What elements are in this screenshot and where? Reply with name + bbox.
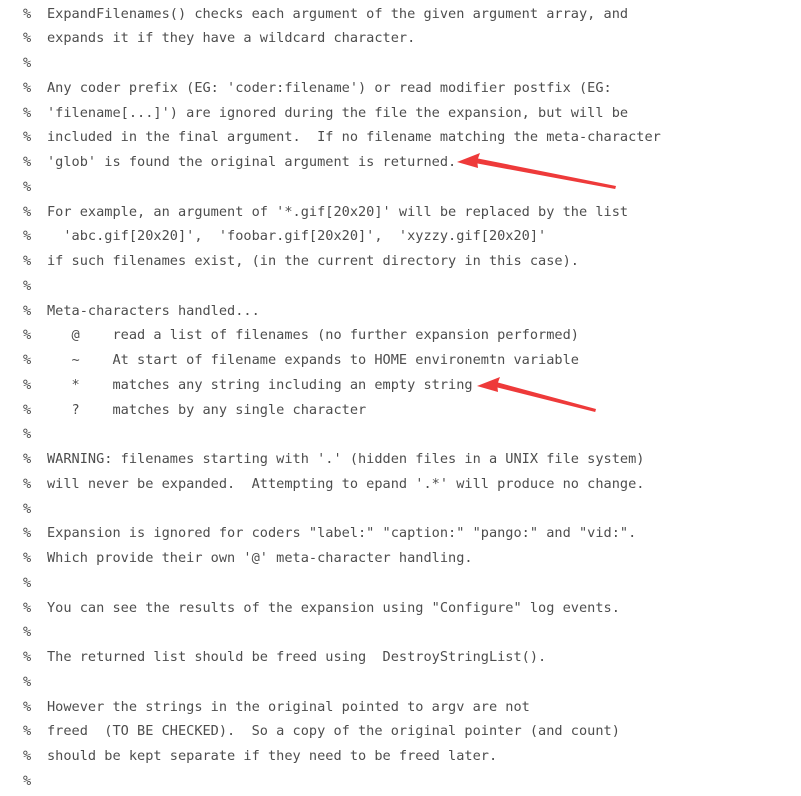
- comment-marker: %: [23, 698, 32, 715]
- comment-marker: %: [23, 129, 32, 146]
- red-arrow-icon: [477, 377, 596, 412]
- comment-marker: %: [23, 624, 32, 641]
- comment-marker: %: [23, 327, 32, 344]
- arrow-annotation-glob: [457, 153, 616, 189]
- comment-marker: %: [23, 475, 32, 492]
- comment-marker: %: [23, 104, 32, 121]
- comment-text: Meta-characters handled...: [47, 302, 260, 319]
- comment-text: Expansion is ignored for coders "label:" "caption:" "pango:" and "vid:".: [47, 525, 637, 542]
- comment-text: will never be expanded. Attempting to epand '.*' will produce no change.: [47, 475, 645, 492]
- comment-marker: %: [23, 401, 32, 418]
- comment-marker: %: [23, 748, 32, 764]
- comment-text: WARNING: filenames starting with '.' (hidden files in a UNIX file system): [47, 451, 645, 467]
- comment-marker: %: [23, 203, 32, 220]
- comment-text: included in the final argument. If no filename matching the meta-character: [47, 129, 661, 146]
- comment-text: expands it if they have a wildcard character.: [47, 30, 416, 47]
- comment-marker: %: [23, 574, 32, 591]
- comment-text: ExpandFilenames() checks each argument of the given argument array, and: [47, 5, 629, 22]
- comment-marker: %: [23, 599, 32, 616]
- comment-marker: %: [23, 352, 32, 368]
- comment-text: 'abc.gif[20x20]', 'foobar.gif[20x20]', 'xyzzy.gif[20x20]': [47, 228, 547, 245]
- comment-text: ? matches by any single character: [47, 401, 367, 418]
- comment-marker: %: [23, 525, 32, 542]
- comment-text: However the strings in the original pointed to argv are not: [47, 698, 530, 715]
- comment-text: * matches any string including an empty string: [47, 376, 473, 393]
- comment-marker: %: [23, 500, 32, 517]
- comment-text: You can see the results of the expansion using "Configure" log events.: [47, 599, 620, 616]
- comment-marker: %: [23, 30, 32, 47]
- comment-text: For example, an argument of '*.gif[20x20]' will be replaced by the list: [47, 203, 629, 220]
- comment-marker: %: [23, 550, 32, 566]
- comment-marker: %: [23, 79, 32, 96]
- comment-marker: %: [23, 451, 32, 467]
- comment-text: ~ At start of filename expands to HOME environemtn variable: [47, 352, 579, 368]
- comment-text: freed (TO BE CHECKED). So a copy of the original pointer (and count): [47, 723, 620, 740]
- comment-marker: %: [23, 178, 32, 195]
- comment-text: 'glob' is found the original argument is returned.: [47, 154, 457, 170]
- comment-marker: %: [23, 253, 32, 269]
- comment-marker: %: [23, 228, 32, 245]
- comment-text: if such filenames exist, (in the current directory in this case).: [47, 253, 579, 269]
- comment-marker: %: [23, 772, 32, 789]
- comment-marker: %: [23, 673, 32, 690]
- arrow-annotation-empty-string: [477, 377, 596, 412]
- comment-marker: %: [23, 426, 32, 443]
- comment-marker: %: [23, 302, 32, 319]
- comment-text: 'filename[...]') are ignored during the file the expansion, but will be: [47, 104, 629, 121]
- comment-text: The returned list should be freed using DestroyStringList().: [47, 649, 547, 665]
- comment-text: @ read a list of filenames (no further expansion performed): [47, 327, 579, 344]
- red-arrow-icon: [457, 153, 616, 189]
- comment-marker: %: [23, 649, 32, 665]
- comment-marker: %: [23, 5, 32, 22]
- comment-marker: %: [23, 277, 32, 294]
- comment-text: Any coder prefix (EG: 'coder:filename') or read modifier postfix (EG:: [47, 79, 612, 96]
- comment-marker: %: [23, 723, 32, 740]
- comment-marker: %: [23, 55, 32, 71]
- comment-marker: %: [23, 376, 32, 393]
- comment-text: should be kept separate if they need to be freed later.: [47, 748, 498, 764]
- comment-text: Which provide their own '@' meta-character handling.: [47, 550, 473, 566]
- comment-marker: %: [23, 154, 32, 170]
